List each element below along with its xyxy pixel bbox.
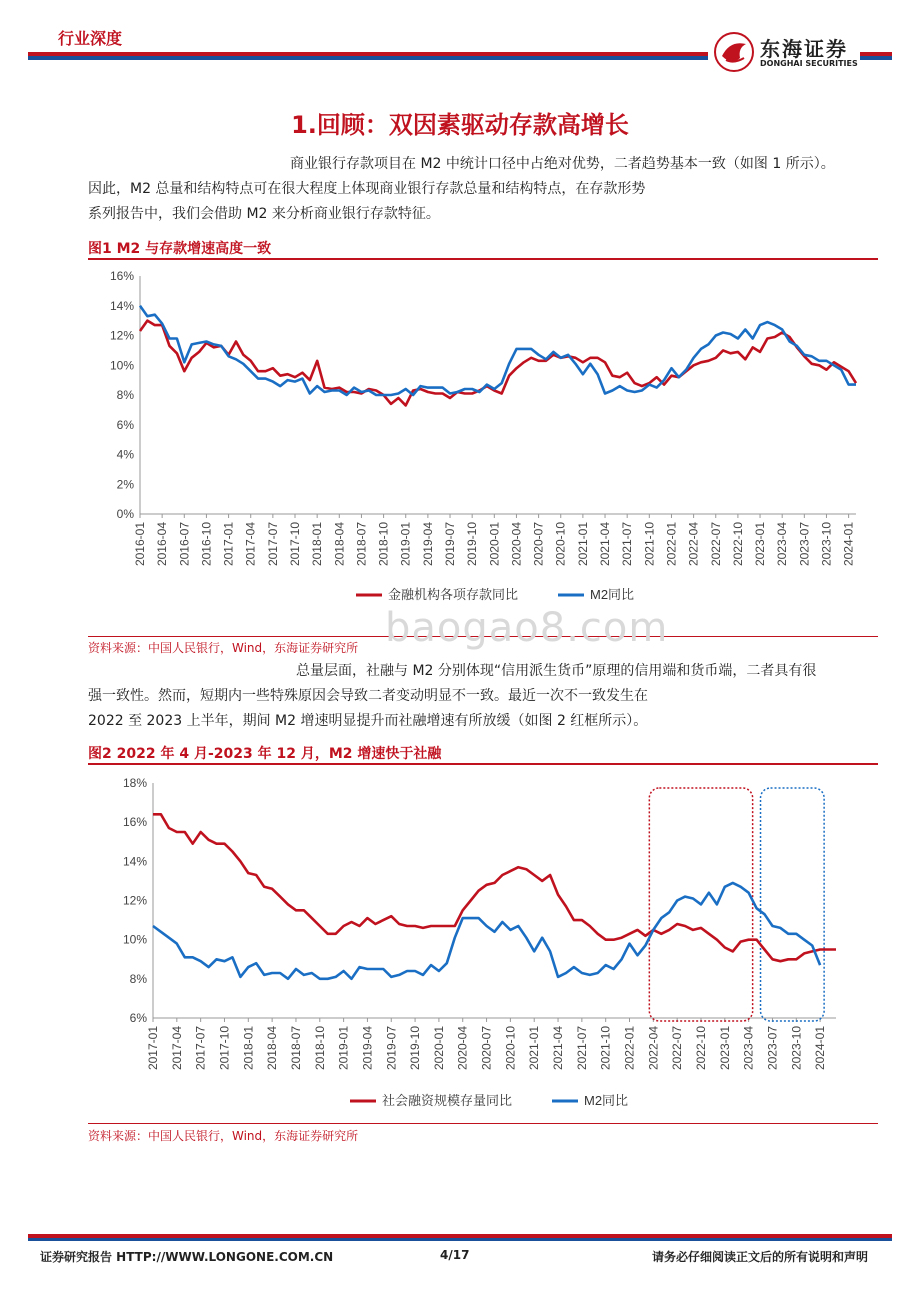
x-tick-label: 2020-10: [503, 1026, 518, 1071]
x-tick-label: 2017-01: [146, 1026, 160, 1071]
x-tick-label: 2023-04: [741, 1026, 756, 1071]
legend-label: M2同比: [590, 587, 635, 602]
x-tick-label: 2021-07: [620, 522, 635, 567]
series-line: [153, 883, 820, 979]
figure-2-chart: [88, 767, 878, 1122]
logo-text: 东海证券: [760, 37, 848, 61]
figure-1-source: 资料来源：中国人民银行，Wind，东海证券研究所: [88, 641, 359, 655]
paragraph: [88, 659, 888, 734]
x-tick-label: 2019-01: [336, 1026, 351, 1071]
figure-2-source: 资料来源：中国人民银行，Wind，东海证券研究所: [88, 1129, 359, 1143]
x-tick-label: 2017-10: [288, 522, 303, 567]
x-tick-label: 2017-04: [169, 1026, 184, 1071]
series-line: [140, 306, 856, 395]
y-tick-label: 14%: [122, 854, 147, 869]
footer-disclaimer: 请务必仔细阅读正文后的所有说明和声明: [652, 1250, 869, 1264]
logo-text-en: DONGHAI SECURITIES: [760, 59, 858, 68]
x-tick-label: 2018-10: [376, 522, 391, 567]
x-tick-label: 2022-01: [664, 522, 679, 567]
x-tick-label: 2023-01: [717, 1026, 732, 1071]
x-tick-label: 2022-04: [686, 522, 701, 567]
x-tick-label: 2022-07: [670, 1026, 685, 1071]
figure-2-rule: [88, 763, 878, 765]
x-tick-label: 2022-07: [708, 522, 723, 567]
paragraph: [88, 177, 888, 227]
x-tick-label: 2018-07: [288, 1026, 303, 1071]
y-tick-label: 16%: [122, 815, 147, 830]
x-tick-label: 2016-04: [155, 522, 170, 567]
x-tick-label: 2016-10: [199, 522, 214, 567]
paragraph-line: 商业银行存款项目在 M2 中统计口径中占绝对优势，二者趋势基本一致（如图 1 所示）。: [290, 156, 835, 172]
x-tick-label: 2018-10: [312, 1026, 327, 1071]
paragraph-line: 系列报告中，我们会借助 M2 来分析商业银行存款特征。: [88, 206, 440, 222]
x-tick-label: 2022-04: [646, 1026, 661, 1071]
x-tick-label: 2017-01: [221, 522, 236, 567]
figure-1-chart: [88, 262, 878, 634]
x-tick-label: 2019-07: [384, 1026, 399, 1071]
x-tick-label: 2019-10: [465, 522, 480, 567]
header-divider-blue: [28, 56, 708, 60]
x-tick-label: 2021-10: [598, 1026, 613, 1071]
legend-label: M2同比: [584, 1093, 629, 1108]
x-tick-label: 2018-01: [241, 1026, 256, 1071]
y-tick-label: 8%: [116, 388, 134, 402]
section-title: 1.回顾：双因素驱动存款高增长: [291, 111, 629, 139]
x-tick-label: 2019-04: [360, 1026, 375, 1071]
x-tick-label: 2019-07: [443, 522, 458, 567]
legend-label: 社会融资规模存量同比: [382, 1093, 513, 1108]
figure-2-source-rule: [88, 1123, 878, 1124]
y-tick-label: 12%: [122, 893, 147, 908]
x-tick-label: 2018-04: [332, 522, 347, 567]
x-tick-label: 2016-01: [133, 522, 147, 567]
paragraph: [262, 152, 882, 177]
x-tick-label: 2017-04: [243, 522, 258, 567]
x-tick-label: 2020-01: [487, 522, 502, 567]
watermark: baogao8.com: [385, 605, 669, 651]
x-tick-label: 2020-10: [553, 522, 568, 567]
y-tick-label: 8%: [129, 971, 147, 986]
report-category: 行业深度: [58, 29, 123, 48]
x-tick-label: 2018-04: [265, 1026, 280, 1071]
x-tick-label: 2021-01: [527, 1026, 542, 1071]
x-tick-label: 2022-01: [622, 1026, 637, 1071]
x-tick-label: 2017-10: [217, 1026, 232, 1071]
y-tick-label: 6%: [129, 1011, 147, 1025]
x-tick-label: 2023-07: [765, 1026, 780, 1071]
y-tick-label: 2%: [116, 477, 134, 492]
x-tick-label: 2023-01: [753, 522, 768, 567]
x-tick-label: 2023-10: [819, 522, 834, 567]
x-tick-label: 2021-04: [598, 522, 613, 567]
x-tick-label: 2019-04: [420, 522, 435, 567]
figure-1-title: 图1 M2 与存款增速高度一致: [88, 241, 272, 257]
x-tick-label: 2020-04: [509, 522, 524, 567]
x-tick-label: 2017-07: [193, 1026, 208, 1071]
x-tick-label: 2021-07: [574, 1026, 589, 1071]
y-tick-label: 10%: [109, 358, 134, 373]
paragraph-line: 因此，M2 总量和结构特点可在很大程度上体现商业银行存款总量和结构特点，在存款形势: [88, 181, 646, 197]
paragraph-line: 2022 至 2023 上半年，期间 M2 增速明显提升而社融增速有所放缓（如图 2 红框所示）。: [88, 713, 648, 729]
x-tick-label: 2021-04: [551, 1026, 566, 1071]
x-tick-label: 2020-01: [431, 1026, 446, 1071]
x-tick-label: 2023-04: [775, 522, 790, 567]
x-tick-label: 2017-07: [265, 522, 280, 567]
y-tick-label: 18%: [122, 776, 147, 790]
legend-label: 金融机构各项存款同比: [388, 587, 519, 602]
y-tick-label: 0%: [116, 507, 134, 521]
x-tick-label: 2023-10: [789, 1026, 804, 1071]
y-tick-label: 4%: [116, 447, 134, 462]
footer-left: 证券研究报告 HTTP://WWW.LONGONE.COM.CN: [40, 1250, 334, 1264]
y-tick-label: 14%: [109, 298, 134, 313]
x-tick-label: 2021-01: [575, 522, 590, 567]
figure-1-rule: [88, 258, 878, 260]
x-tick-label: 2018-01: [310, 522, 325, 567]
x-tick-label: 2020-07: [479, 1026, 494, 1071]
footer-divider-blue: [28, 1238, 892, 1241]
x-tick-label: 2024-01: [841, 522, 856, 567]
paragraph-line: 总量层面，社融与 M2 分别体现“信用派生货币”原理的信用端和货币端，二者具有很: [296, 663, 817, 679]
x-tick-label: 2023-07: [797, 522, 812, 567]
x-tick-label: 2018-07: [354, 522, 369, 567]
x-tick-label: 2021-10: [642, 522, 657, 567]
x-tick-label: 2020-04: [455, 1026, 470, 1071]
highlight-box: [761, 788, 825, 1021]
figure-2-title: 图2 2022 年 4 月-2023 年 12 月，M2 增速快于社融: [88, 746, 442, 762]
x-tick-label: 2019-01: [398, 522, 413, 567]
header-divider-right-blue: [860, 56, 892, 60]
y-tick-label: 16%: [109, 269, 134, 283]
y-tick-label: 10%: [122, 932, 147, 947]
series-line: [153, 814, 836, 961]
y-tick-label: 12%: [109, 328, 134, 343]
x-tick-label: 2022-10: [730, 522, 745, 567]
x-tick-label: 2016-07: [177, 522, 192, 567]
page-number: 4/17: [440, 1248, 470, 1262]
x-tick-label: 2022-10: [693, 1026, 708, 1071]
x-tick-label: 2024-01: [813, 1026, 828, 1071]
x-tick-label: 2019-10: [408, 1026, 423, 1071]
x-tick-label: 2020-07: [531, 522, 546, 567]
donghai-logo-icon: [712, 30, 756, 74]
paragraph-line: 强一致性。然而，短期内一些特殊原因会导致二者变动明显不一致。最近一次不一致发生在: [88, 688, 648, 704]
y-tick-label: 6%: [116, 417, 134, 432]
